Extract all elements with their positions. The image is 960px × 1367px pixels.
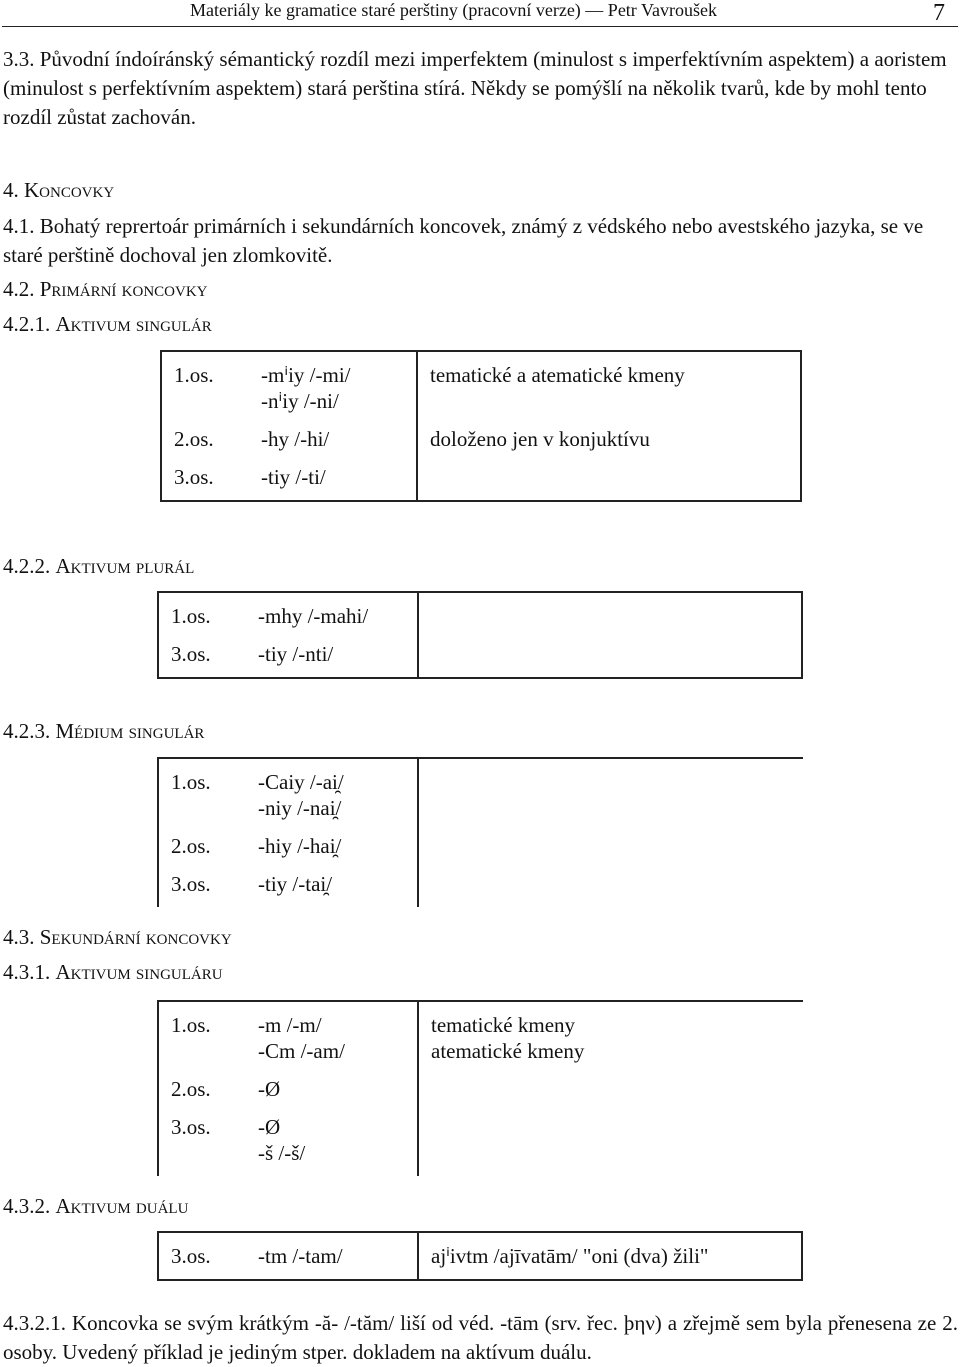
ending-cell: [246, 1110, 418, 1176]
note-cell: [418, 1072, 803, 1110]
person-cell: 1.os.: [158, 758, 246, 829]
table-row: [161, 351, 801, 422]
note-cell: [418, 829, 803, 867]
ending-cell: [246, 1001, 418, 1072]
endings-table-4-3-1: [157, 1000, 803, 1176]
paragraph-4-3-2-1: 4.3.2.1. Koncovka se svým krátkým -ă- /-tăm/ liší od véd. -tām (srv. řec. þην) a zřejmě sem byla přenesena ze 2. osoby. Uvedený příklad je jediným stper. dokladem na aktívum duálu.: [3, 1311, 958, 1364]
table-row: [161, 460, 801, 501]
person-cell: 3.os.: [161, 460, 249, 501]
note-line: atematické kmeny: [431, 1039, 585, 1063]
ending-form: -m /-m/: [258, 1013, 322, 1037]
section-number: 4.: [3, 178, 19, 202]
table-row: [158, 637, 802, 678]
section-heading-4-2-1: [3, 312, 212, 337]
ending-cell: [249, 351, 417, 422]
ending-form: -hy /-hi/: [261, 427, 330, 451]
section-title: Sekundární koncovky: [39, 925, 232, 949]
table-row: [158, 758, 803, 829]
note-cell: [418, 637, 802, 678]
section-number: 4.3.: [3, 925, 35, 949]
section-number: 4.2.: [3, 277, 35, 301]
ending-form: -Ø: [258, 1115, 281, 1139]
note-cell: [418, 1110, 803, 1176]
person-cell: 2.os.: [158, 1072, 246, 1110]
person-cell: 3.os.: [158, 1110, 246, 1176]
section-title: Koncovky: [24, 178, 115, 202]
person-cell: 3.os.: [158, 1232, 246, 1280]
running-head: Materiály ke gramatice staré perštiny (pracovní verze) — Petr Vavroušek: [190, 0, 717, 20]
section-number: 4.3.1.: [3, 960, 51, 984]
section-title: Aktivum singulár: [55, 312, 212, 336]
table-row: [158, 867, 803, 907]
section-title: Médium singulár: [55, 719, 205, 743]
table-row: [161, 422, 801, 460]
ending-form: -niy /-nai̯/: [258, 796, 342, 820]
table-row: [158, 1232, 802, 1280]
endings-table-4-3-2: [157, 1231, 803, 1281]
ending-cell: -tm /-tam/: [246, 1232, 418, 1280]
endings-table-4-2-3: [157, 757, 803, 907]
ending-cell: [246, 758, 418, 829]
note-cell: ajⁱivtm /ajīvatām/ "oni (dva) žili": [418, 1232, 802, 1280]
person-cell: 3.os.: [158, 867, 246, 907]
note-cell: [418, 592, 802, 637]
table-row: [158, 1001, 803, 1072]
person-cell: 1.os.: [161, 351, 249, 422]
note-cell: [418, 758, 803, 829]
ending-cell: [249, 422, 417, 460]
ending-form: -Cm /-am/: [258, 1039, 345, 1063]
person-cell: 3.os.: [158, 637, 246, 678]
ending-form: -š /-š/: [258, 1141, 306, 1165]
ending-form: -mⁱiy /-mi/: [261, 363, 351, 387]
header-rule: [2, 26, 958, 27]
ending-cell: -tiy /-tai̯/: [258, 872, 333, 896]
note-cell: [418, 867, 803, 907]
ending-form: -nⁱiy /-ni/: [261, 389, 339, 413]
table-row: [158, 1110, 803, 1176]
section-heading-4-3: [3, 925, 232, 950]
ending-cell: -Ø: [258, 1077, 281, 1101]
note-cell: tematické a atematické kmeny: [417, 351, 801, 422]
table-row: [158, 1072, 803, 1110]
section-title: Primární koncovky: [39, 277, 208, 301]
table-row: [158, 592, 802, 637]
section-heading-4-3-2: [3, 1194, 188, 1219]
section-number: 4.2.1.: [3, 312, 51, 336]
section-heading-4-2-3: [3, 719, 204, 744]
ending-cell: -tiy /-nti/: [246, 637, 418, 678]
ending-form: -tiy /-ti/: [261, 465, 326, 489]
person-cell: 1.os.: [158, 1001, 246, 1072]
section-heading-4: [3, 178, 114, 203]
note-cell: [418, 1001, 803, 1072]
table-row: [158, 829, 803, 867]
note-line: tematické kmeny: [431, 1013, 576, 1037]
paragraph-4-1: 4.1. Bohatý reprertoár primárních i sekundárních koncovek, známý z védského nebo avestského jazyka, se ve staré perštině dochoval jen zlomkovitě.: [3, 214, 924, 267]
note-cell: [417, 460, 801, 501]
section-number: 4.2.2.: [3, 554, 51, 578]
endings-table-4-2-2: [157, 591, 803, 679]
section-title: Aktivum duálu: [55, 1194, 189, 1218]
ending-cell: -hiy /-hai̯/: [258, 834, 342, 858]
page-number: 7: [933, 0, 945, 26]
person-cell: 2.os.: [161, 422, 249, 460]
section-title: Aktivum plurál: [55, 554, 195, 578]
section-title: Aktivum singuláru: [55, 960, 223, 984]
endings-table-4-2-1: [160, 350, 802, 502]
section-number: 4.3.2.: [3, 1194, 51, 1218]
paragraph-3-3: 3.3. Původní índoíránský sémantický rozdíl mezi imperfektem (minulost s imperfektívním aspektem) a aoristem (minulost s perfektívním aspektem) stará perština stírá. Někdy se pomýšlí na několik tvarů, kde by mohl tento rozdíl zůstat zachován.: [3, 47, 947, 129]
section-heading-4-2-2: [3, 554, 194, 579]
ending-form: -Caiy /-ai̯/: [258, 770, 344, 794]
person-cell: 1.os.: [158, 592, 246, 637]
section-number: 4.2.3.: [3, 719, 51, 743]
ending-cell: [249, 460, 417, 501]
note-cell: doloženo jen v konjuktívu: [417, 422, 801, 460]
person-cell: 2.os.: [158, 829, 246, 867]
ending-cell: -mhy /-mahi/: [246, 592, 418, 637]
section-heading-4-2: [3, 277, 208, 302]
section-heading-4-3-1: [3, 960, 223, 985]
